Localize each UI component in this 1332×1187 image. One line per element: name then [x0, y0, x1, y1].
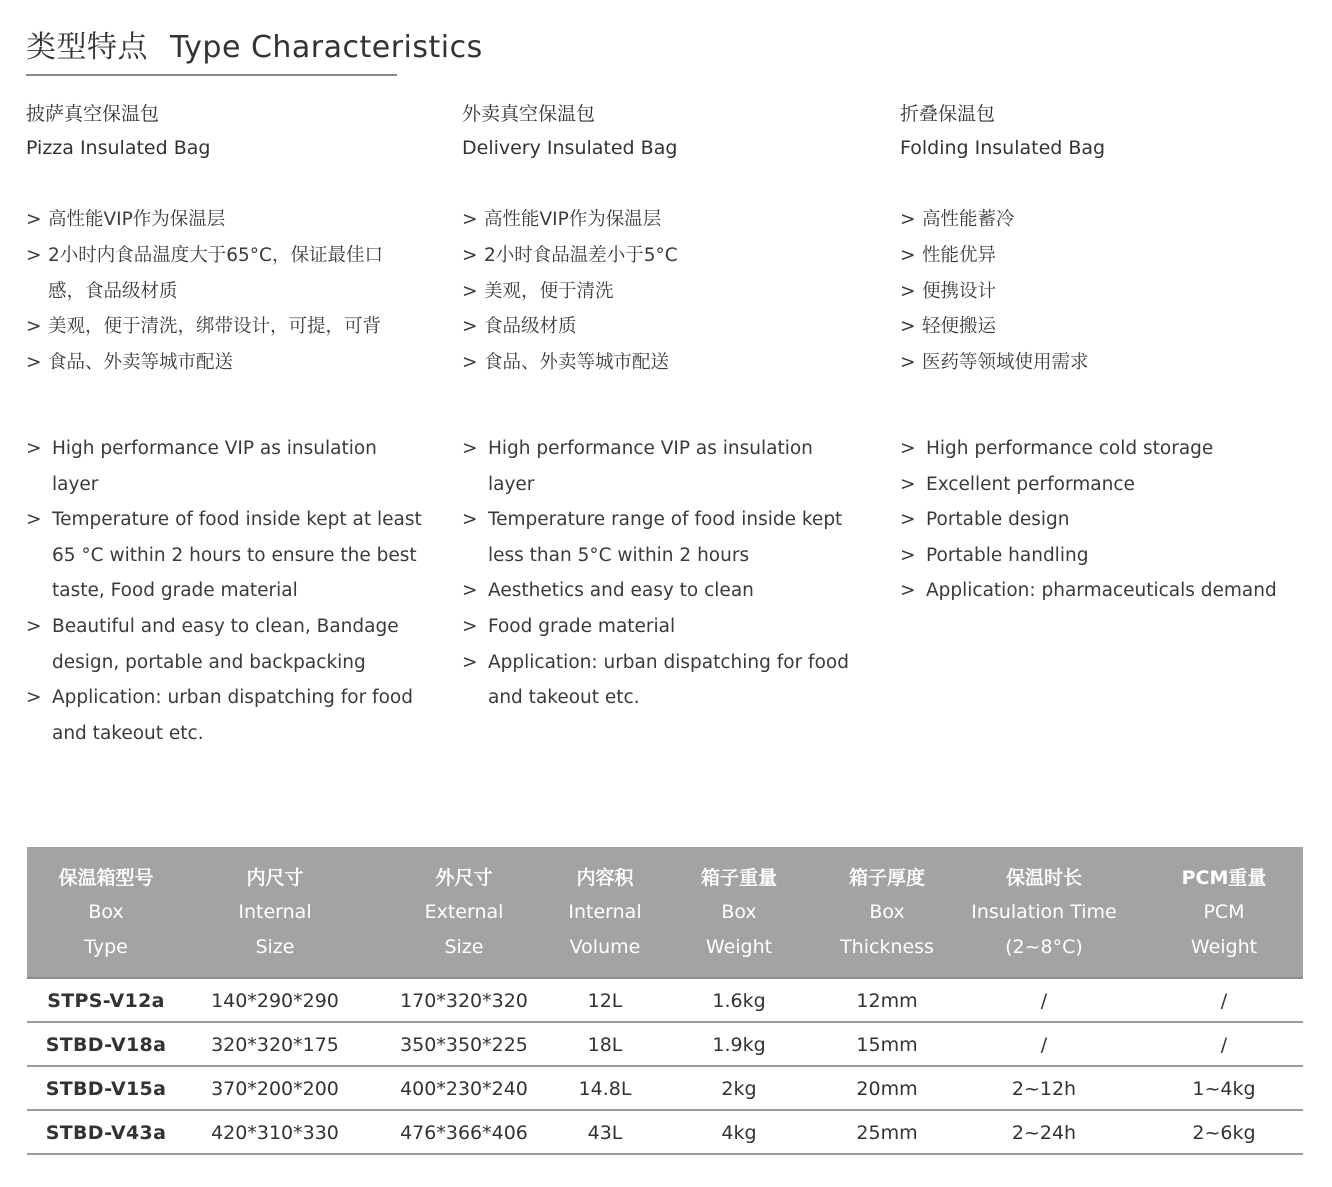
list-item: > High performance cold storage	[900, 431, 1320, 467]
feature-list-en	[26, 431, 426, 751]
column-header-internal-volume: 内容积 Internal Volume	[563, 847, 647, 978]
list-item: > Portable design	[900, 502, 1320, 538]
page-title	[26, 22, 483, 66]
column-header-insulation-time: 保温时长 Insulation Time (2~8°C)	[943, 847, 1145, 978]
list-item: > Food grade material	[462, 609, 862, 645]
table-row	[27, 1066, 1303, 1110]
table-cell: 2~24h	[943, 1110, 1145, 1154]
list-item: > High performance VIP as insulation layer	[462, 431, 862, 502]
table-cell: 1.9kg	[647, 1022, 831, 1066]
column-header-external-size: 外尺寸 External Size	[365, 847, 563, 978]
list-item: > 食品、外卖等城市配送	[26, 345, 416, 381]
table-cell: 320*320*175	[185, 1022, 365, 1066]
list-item: > Portable handling	[900, 538, 1320, 574]
feature-list-zh	[462, 202, 862, 381]
list-item: > Application: urban dispatching for food and takeout etc.	[462, 645, 862, 716]
table-header-row	[27, 847, 1303, 978]
list-item: > 2小时食品温差小于5°C	[462, 238, 862, 274]
list-item: > 轻便搬运	[900, 309, 1320, 345]
table-cell: 350*350*225	[365, 1022, 563, 1066]
type-column-pizza	[26, 98, 446, 744]
table-cell: 2kg	[647, 1066, 831, 1110]
table-cell: 476*366*406	[365, 1110, 563, 1154]
list-item: > 美观，便于清洗	[462, 274, 862, 310]
table-cell: 12mm	[831, 978, 943, 1022]
table-row	[27, 978, 1303, 1022]
list-item: > High performance VIP as insulation layer	[26, 431, 426, 502]
table-cell: 170*320*320	[365, 978, 563, 1022]
column-header-box-type: 保温箱型号 Box Type	[27, 847, 185, 978]
column-header-box-weight: 箱子重量 Box Weight	[647, 847, 831, 978]
table-cell: 370*200*200	[185, 1066, 365, 1110]
table-cell: 20mm	[831, 1066, 943, 1110]
type-name-zh: 外卖真空保温包	[462, 103, 596, 125]
list-item: > Aesthetics and easy to clean	[462, 573, 862, 609]
spec-table	[27, 847, 1303, 1155]
table-cell: 1~4kg	[1145, 1066, 1303, 1110]
table-cell: STBD-V43a	[27, 1110, 185, 1154]
table-cell: /	[943, 978, 1145, 1022]
feature-list-en	[462, 431, 862, 716]
list-item: > Temperature of food inside kept at least 65 °C within 2 hours to ensure the best taste, Food grade material	[26, 502, 426, 609]
table-cell: /	[1145, 978, 1303, 1022]
column-header-internal-size: 内尺寸 Internal Size	[185, 847, 365, 978]
list-item: > 医药等领域使用需求	[900, 345, 1320, 381]
column-header-box-thickness: 箱子厚度 Box Thickness	[831, 847, 943, 978]
table-row	[27, 1022, 1303, 1066]
list-item: > Beautiful and easy to clean, Bandage design, portable and backpacking	[26, 609, 426, 680]
table-cell: 18L	[563, 1022, 647, 1066]
list-item: > 性能优异	[900, 238, 1320, 274]
feature-list-en	[900, 431, 1320, 609]
list-item: > 2小时内食品温度大于65°C，保证最佳口感，食品级材质	[26, 238, 416, 310]
feature-list-zh	[900, 202, 1320, 381]
table-cell: 25mm	[831, 1110, 943, 1154]
type-name-zh: 折叠保温包	[900, 103, 996, 125]
list-item: > 高性能VIP作为保温层	[26, 202, 416, 238]
table-cell: STBD-V15a	[27, 1066, 185, 1110]
list-item: > 食品级材质	[462, 309, 862, 345]
type-column-delivery	[462, 98, 882, 709]
table-cell: 43L	[563, 1110, 647, 1154]
table-cell: 400*230*240	[365, 1066, 563, 1110]
table-cell: /	[943, 1022, 1145, 1066]
feature-list-zh	[26, 202, 416, 381]
table-cell: 420*310*330	[185, 1110, 365, 1154]
table-cell: 140*290*290	[185, 978, 365, 1022]
type-name-zh: 披萨真空保温包	[26, 103, 160, 125]
table-cell: STBD-V18a	[27, 1022, 185, 1066]
table-cell: 4kg	[647, 1110, 831, 1154]
list-item: > Excellent performance	[900, 467, 1320, 503]
list-item: > Temperature range of food inside kept less than 5°C within 2 hours	[462, 502, 862, 573]
list-item: > 食品、外卖等城市配送	[462, 345, 862, 381]
page-title-zh: 类型特点	[26, 30, 148, 65]
page-title-en: Type Characteristics	[170, 30, 483, 65]
table-cell: STPS-V12a	[27, 978, 185, 1022]
list-item: > Application: pharmaceuticals demand	[900, 573, 1320, 609]
list-item: > 便携设计	[900, 274, 1320, 310]
type-name-en: Folding Insulated Bag	[900, 137, 1106, 159]
table-cell: 14.8L	[563, 1066, 647, 1110]
table-cell: 2~6kg	[1145, 1110, 1303, 1154]
table-cell: /	[1145, 1022, 1303, 1066]
title-underline	[26, 74, 397, 76]
column-header-pcm-weight: PCM重量 PCM Weight	[1145, 847, 1303, 978]
table-cell: 15mm	[831, 1022, 943, 1066]
table-row	[27, 1110, 1303, 1154]
list-item: > Application: urban dispatching for food and takeout etc.	[26, 680, 426, 751]
type-name-en: Delivery Insulated Bag	[462, 137, 678, 159]
list-item: > 高性能VIP作为保温层	[462, 202, 862, 238]
table-cell: 1.6kg	[647, 978, 831, 1022]
type-column-folding	[900, 98, 1320, 602]
table-cell: 12L	[563, 978, 647, 1022]
table-cell: 2~12h	[943, 1066, 1145, 1110]
type-name-en: Pizza Insulated Bag	[26, 137, 211, 159]
list-item: > 美观，便于清洗，绑带设计，可提，可背	[26, 309, 416, 345]
list-item: > 高性能蓄冷	[900, 202, 1320, 238]
